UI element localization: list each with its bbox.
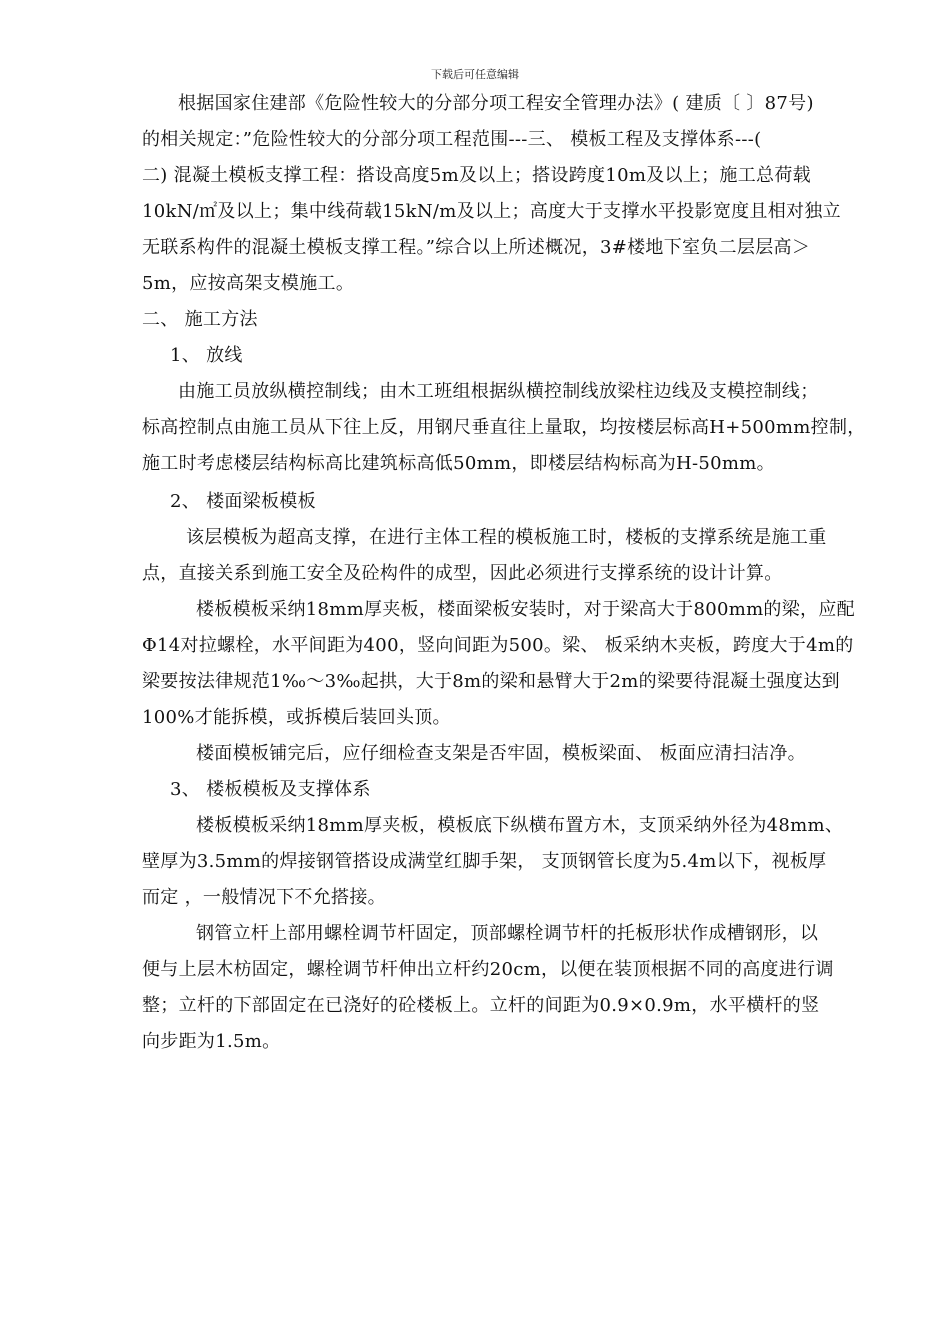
page-header-note: 下载后可任意编辑 [431, 68, 519, 81]
text-line: Φ14对拉螺栓，水平间距为400，竖向间距为500。梁、 板采纳木夹板，跨度大于4m的 [142, 635, 854, 656]
subsection-heading: 1、 放线 [170, 345, 243, 366]
text-line: 标高控制点由施工员从下往上反，用钢尺垂直往上量取，均按楼层标高H+500mm控制， [142, 417, 866, 438]
text-line: 该层模板为超高支撑，在进行主体工程的模板施工时，楼板的支撑系统是施工重 [186, 527, 827, 548]
text-line: 无联系构件的混凝土模板支撑工程。”综合以上所述概况，3#楼地下室负二层层高＞ [142, 237, 811, 258]
text-line: 的相关规定：”危险性较大的分部分项工程范围---三、 模板工程及支撑体系---( [142, 129, 762, 150]
text-line: 施工时考虑楼层结构标高比建筑标高低50mm，即楼层结构标高为H-50mm。 [142, 453, 775, 474]
text-line: 由施工员放纵横控制线；由木工班组根据纵横控制线放梁柱边线及支模控制线； [178, 381, 819, 402]
text-line: 根据国家住建部《危险性较大的分部分项工程安全管理办法》( 建质〔 〕87号) [178, 93, 814, 114]
text-line: 整；立杆的下部固定在已浇好的砼楼板上。立杆的间距为0.9×0.9m，水平横杆的竖 [142, 995, 820, 1016]
text-line: 便与上层木枋固定，螺栓调节杆伸出立杆约20cm，以便在装顶根据不同的高度进行调 [142, 959, 834, 980]
text-line: 钢管立杆上部用螺栓调节杆固定，顶部螺栓调节杆的托板形状作成槽钢形，以 [196, 923, 819, 944]
text-line: 楼面模板铺完后，应仔细检查支架是否牢固，模板梁面、 板面应清扫洁净。 [196, 743, 806, 764]
subsection-heading: 2、 楼面梁板模板 [170, 491, 316, 512]
section-heading: 二、 施工方法 [142, 309, 258, 330]
subsection-heading: 3、 楼板模板及支撑体系 [170, 779, 371, 800]
text-line: 楼板模板采纳18mm厚夹板，模板底下纵横布置方木，支顶采纳外径为48mm、 [196, 815, 844, 836]
text-line: 壁厚为3.5mm的焊接钢管搭设成满堂红脚手架， 支顶钢管长度为5.4m以下，视板厚 [142, 851, 827, 872]
text-line: 二) 混凝土模板支撑工程：搭设高度5m及以上；搭设跨度10m及以上；施工总荷载 [142, 165, 811, 186]
text-line: 楼板模板采纳18mm厚夹板，楼面梁板安装时，对于梁高大于800mm的梁，应配 [196, 599, 855, 620]
text-line: 梁要按法律规范1‰～3‰起拱，大于8m的梁和悬臂大于2m的梁要待混凝土强度达到 [142, 671, 840, 692]
text-line: 5m，应按高架支模施工。 [142, 273, 355, 294]
text-line: 100%才能拆模，或拆模后装回头顶。 [142, 707, 451, 728]
text-line: 10kN/㎡及以上；集中线荷载15kN/m及以上；高度大于支撑水平投影宽度且相对独立 [142, 201, 841, 222]
text-line: 而定 ，一般情况下不允搭接。 [142, 887, 386, 908]
text-line: 点，直接关系到施工安全及砼构件的成型，因此必须进行支撑系统的设计计算。 [142, 563, 783, 584]
text-line: 向步距为1.5m。 [142, 1031, 281, 1052]
